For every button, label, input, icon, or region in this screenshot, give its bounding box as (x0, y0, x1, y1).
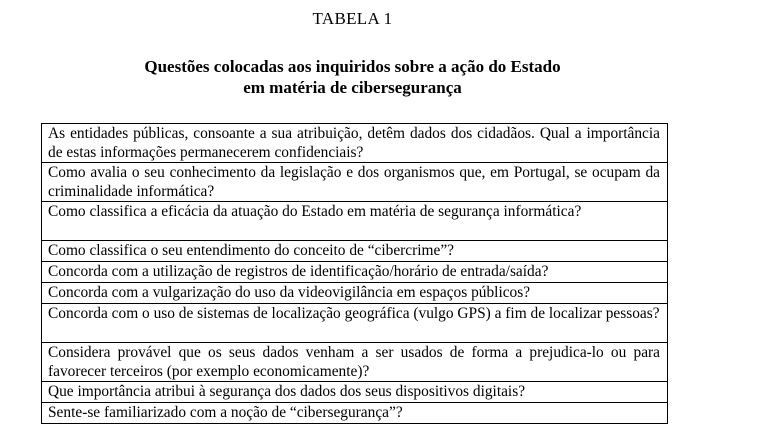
caption-line-2: em matéria de cibersegurança (243, 78, 462, 97)
question-cell: Considera provável que os seus dados venham a ser usados de forma a prejudica-lo ou para favorecer terceiros (por exemplo economicamente)? (42, 343, 668, 382)
table-row (42, 283, 668, 304)
question-cell: Que importância atribui à segurança dos dados dos seus dispositivos digitais? (42, 382, 668, 403)
question-cell: Como classifica a eficácia da atuação do Estado em matéria de segurança informática? (42, 202, 668, 241)
question-cell: Concorda com o uso de sistemas de localização geográfica (vulgo GPS) a fim de localizar pessoas? (42, 304, 668, 343)
table-label: TABELA 1 (312, 9, 393, 28)
question-cell: Concorda com a vulgarização do uso da videovigilância em espaços públicos? (42, 283, 668, 304)
table-row (42, 163, 668, 202)
question-cell: Como avalia o seu conhecimento da legislação e dos organismos que, em Portugal, se ocupam da criminalidade informática? (42, 163, 668, 202)
table-row (42, 382, 668, 403)
question-cell: Sente-se familiarizado com a noção de “cibersegurança”? (42, 403, 668, 424)
table-row (42, 304, 668, 343)
table-row (42, 124, 668, 163)
table-row (42, 262, 668, 283)
table-row (42, 241, 668, 262)
table-row (42, 202, 668, 241)
caption-line-1: Questões colocadas aos inquiridos sobre a ação do Estado (144, 57, 561, 76)
question-cell: Concorda com a utilização de registros de identificação/horário de entrada/saída? (42, 262, 668, 283)
table-row (42, 403, 668, 424)
question-cell: As entidades públicas, consoante a sua atribuição, detêm dados dos cidadãos. Qual a importância de estas informações permanecerem confidenciais? (42, 124, 668, 163)
table-caption (0, 56, 705, 98)
questions-table (41, 123, 668, 424)
table-row (42, 343, 668, 382)
question-cell: Como classifica o seu entendimento do conceito de “cibercrime”? (42, 241, 668, 262)
